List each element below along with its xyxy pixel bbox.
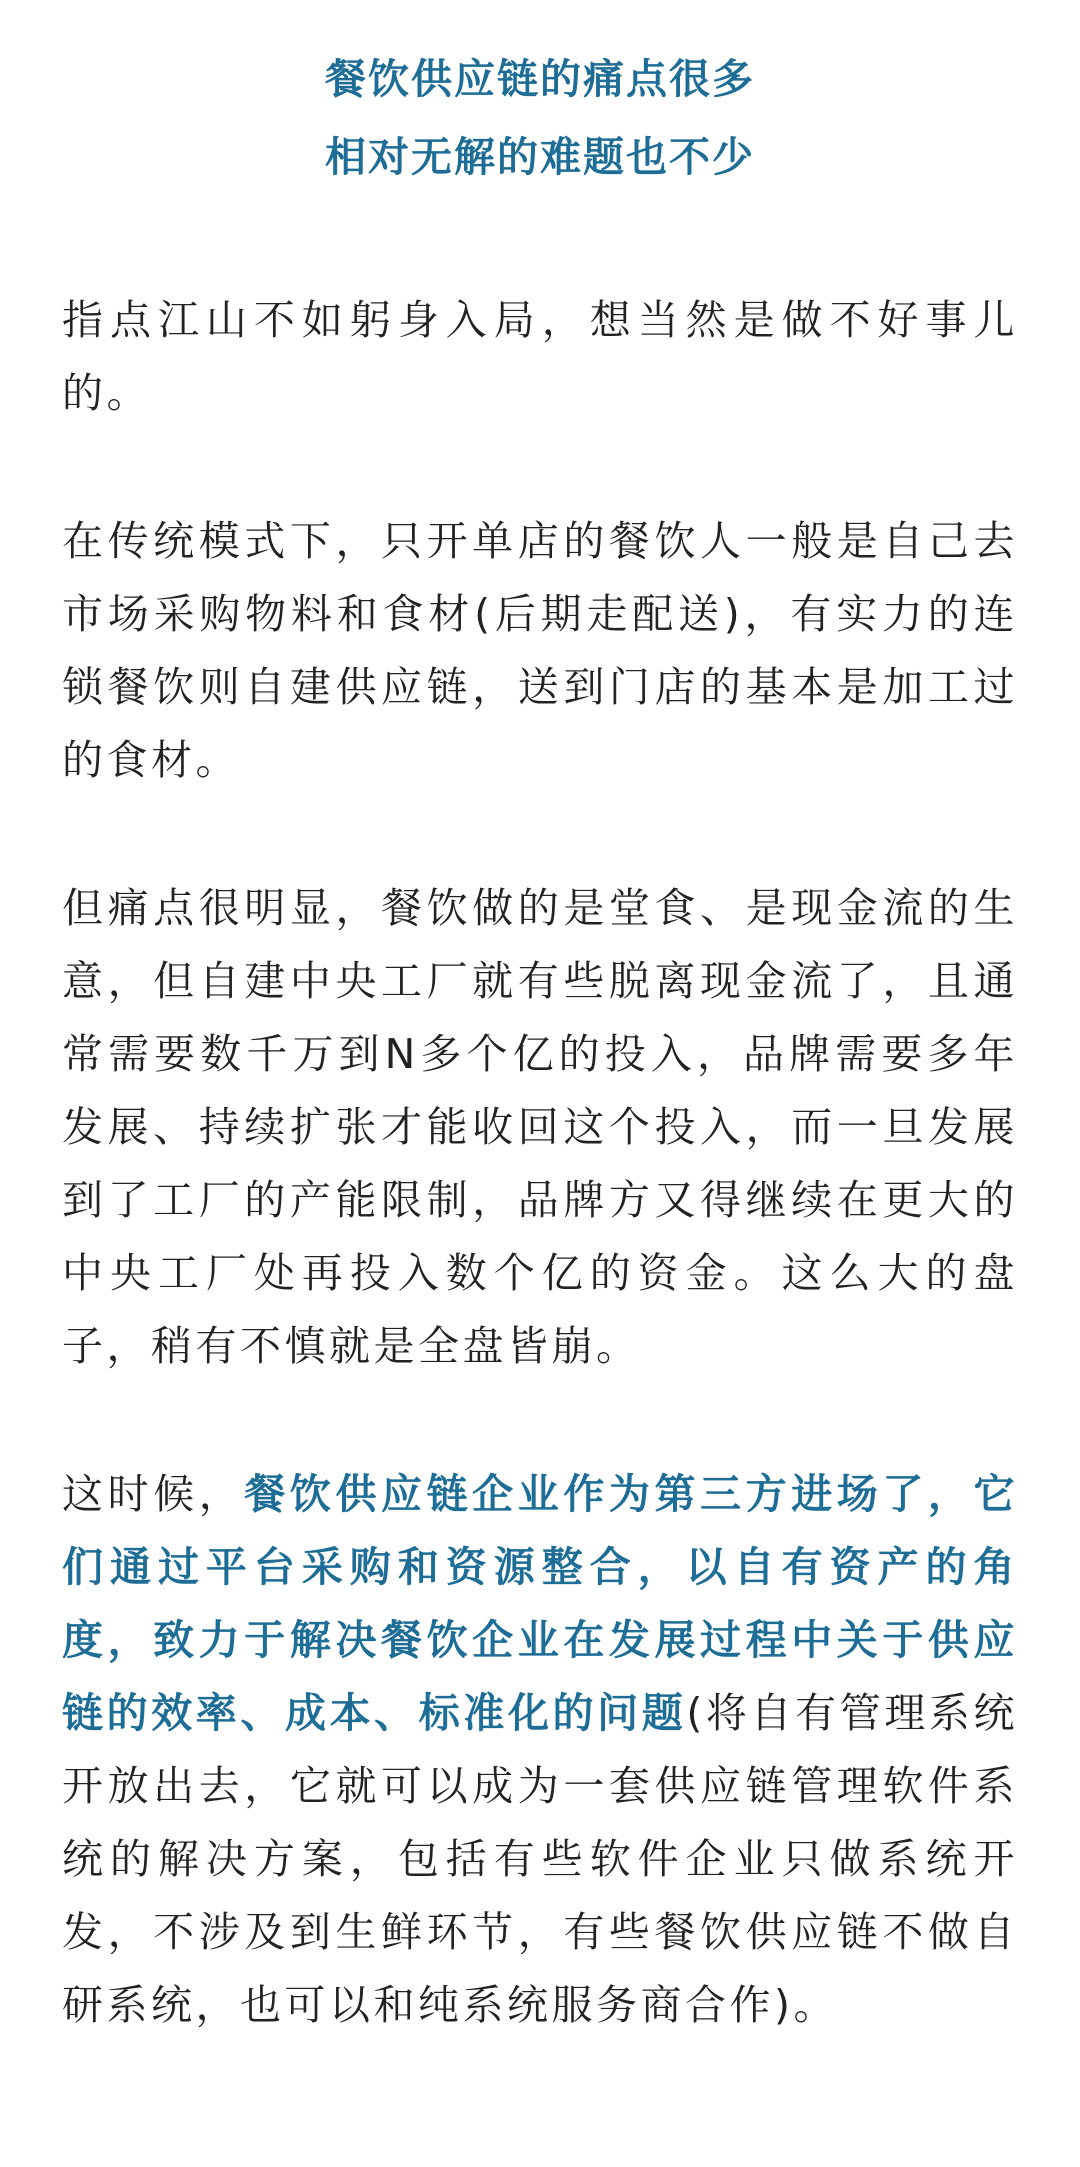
paragraph-4-highlight: 餐饮供应链企业作为第三方进场了，它们通过平台采购和资源整合，以自有资产的角度，致力于解决餐饮企业在发展过程中关于供应链的效率、成本、标准化的问题 xyxy=(62,1470,1019,1737)
paragraph-1: 指点江山不如躬身入局，想当然是做不好事儿的。 xyxy=(62,296,1018,417)
paragraph-3: 但痛点很明显，餐饮做的是堂食、是现金流的生意，但自建中央工厂就有些脱离现金流了，且通常需要数千万到N多个亿的投入，品牌需要多年发展、持续扩张才能收回这个投入，而一旦发展到了工厂的产能限制，品牌方又得继续在更大的中央工厂处再投入数个亿的资金。这么大的盘子，稍有不慎就是全盘皆崩。 xyxy=(62,884,1018,1370)
paragraph-2: 在传统模式下，只开单店的餐饮人一般是自己去市场采购物料和食材(后期走配送)，有实力的连锁餐饮则自建供应链，送到门店的基本是加工过的食材。 xyxy=(62,517,1018,784)
paragraph-4-rest: (将自有管理系统开放出去，它就可以成为一套供应链管理软件系统的解决方案，包括有些软件企业只做系统开发，不涉及到生鲜环节，有些餐饮供应链不做自研系统，也可以和纯系统服务商合作)。 xyxy=(62,1689,1019,2029)
heading-line-1: 餐饮供应链的痛点很多 xyxy=(325,55,755,103)
paragraph-4 xyxy=(62,1458,1018,2042)
paragraph-4-lead: 这时候， xyxy=(62,1470,245,1518)
section-heading xyxy=(62,0,1018,196)
heading-line-2: 相对无解的难题也不少 xyxy=(325,133,755,181)
